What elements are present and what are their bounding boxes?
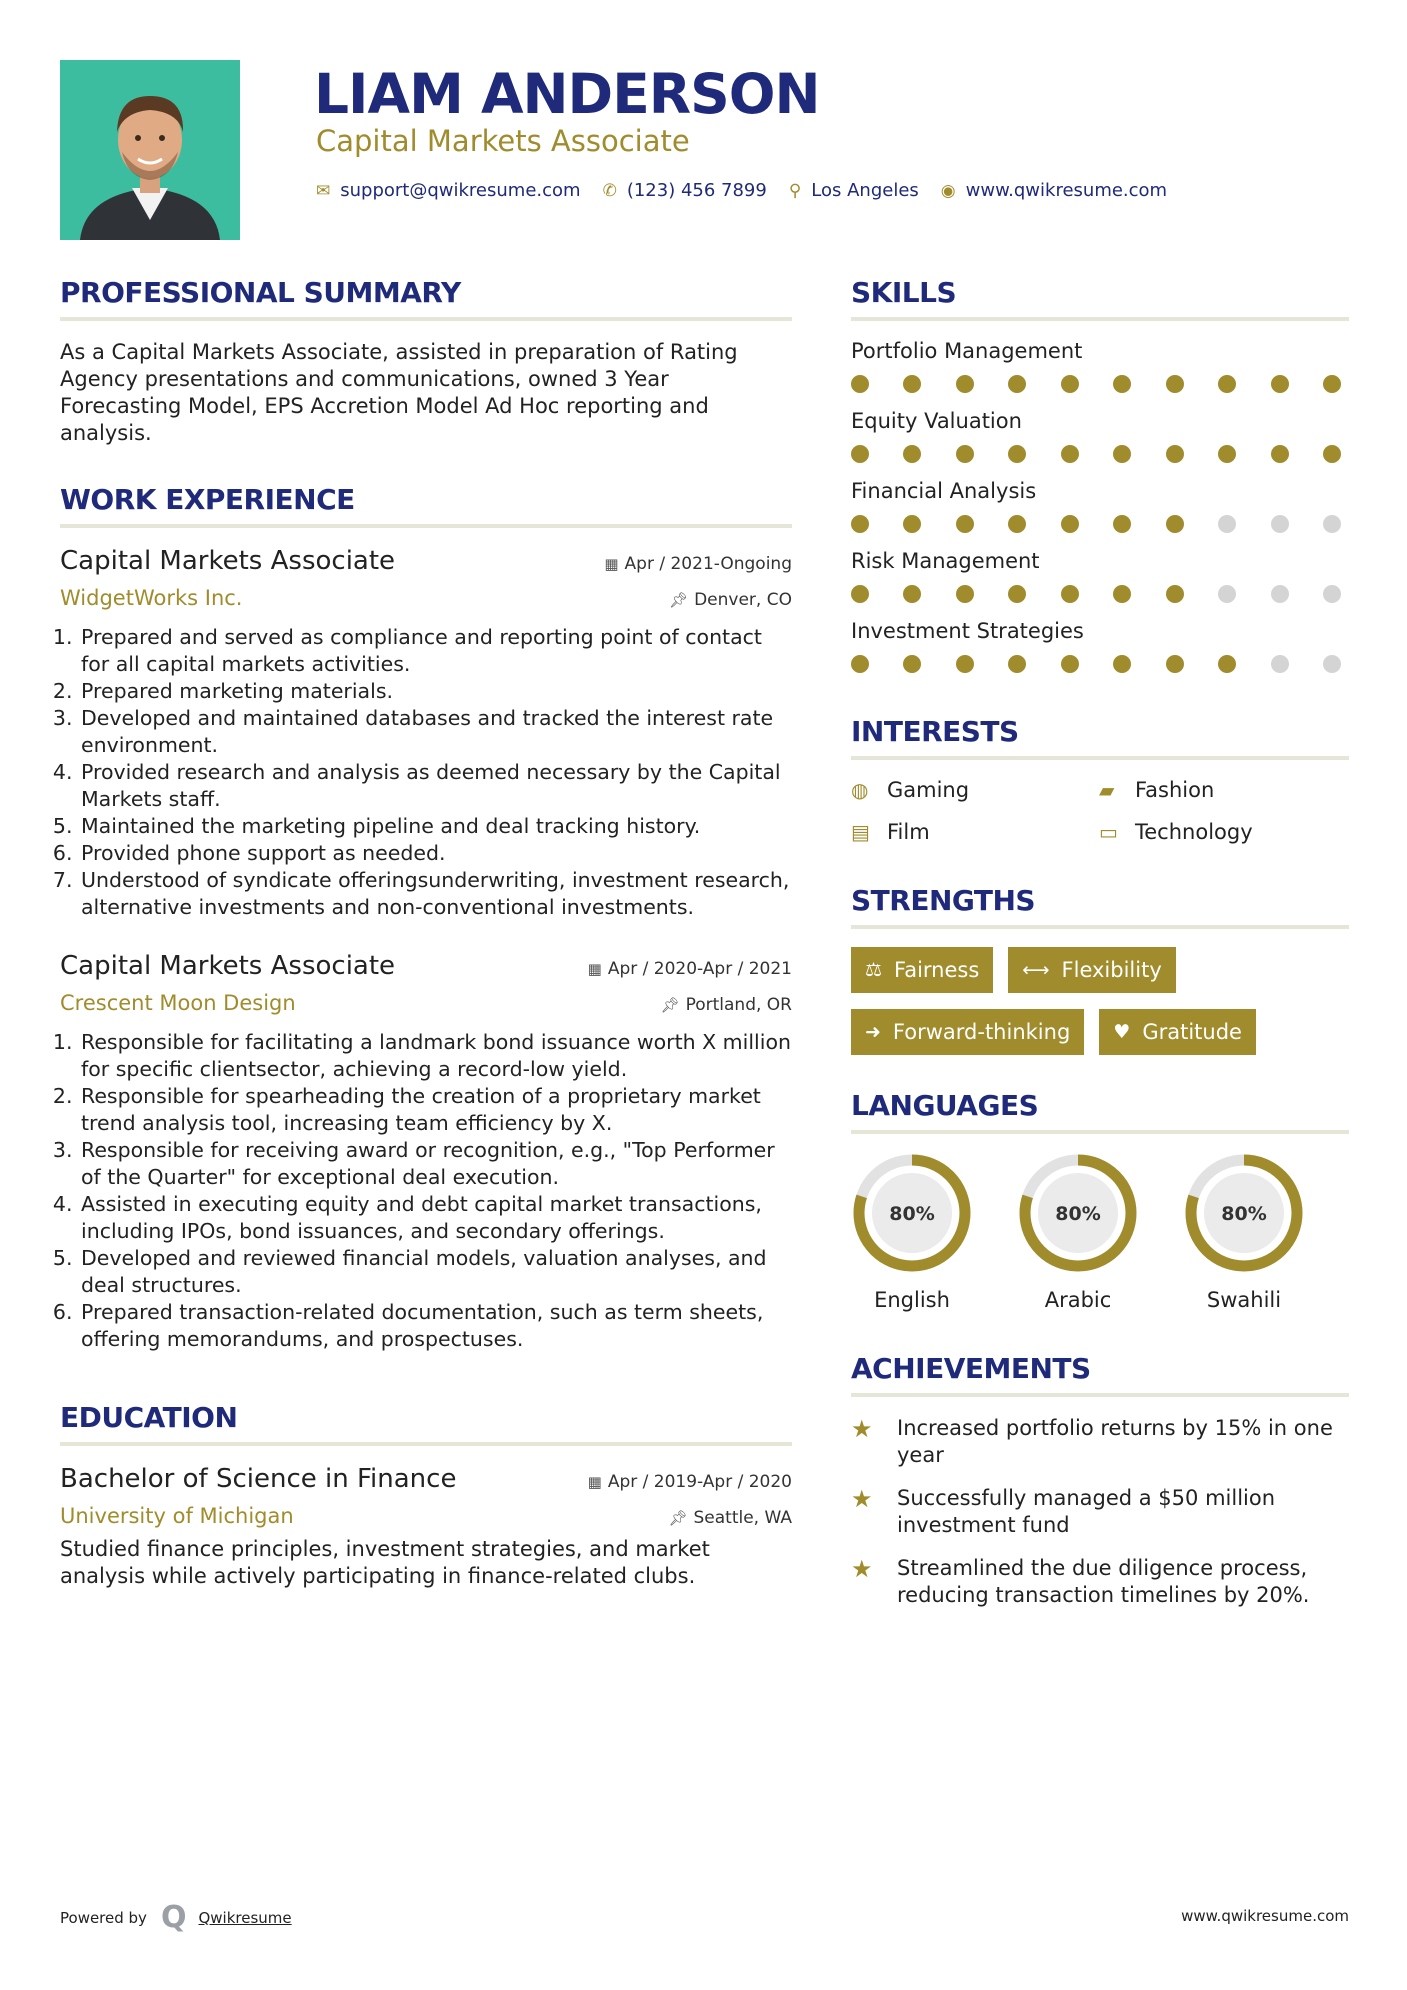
language-ring (1183, 1152, 1305, 1274)
skill-rating (851, 655, 1341, 673)
achievement-item (851, 1485, 1349, 1539)
duty-item: 1. Prepared and served as compliance and reporting point of contact for all capital markets activities. (79, 624, 792, 678)
qwikresume-logo-icon: Q (160, 1900, 187, 1935)
strengths-list (851, 947, 1349, 1055)
phone-text: (123) 456 7899 (626, 180, 767, 201)
achievement-text: Streamlined the due diligence process, reducing transaction timelines by 20%. (897, 1556, 1310, 1607)
skill-dot-filled (1166, 375, 1184, 393)
skill-dot-empty (1323, 585, 1341, 603)
interests-heading: INTERESTS (851, 715, 1349, 760)
skill-dot-empty (1271, 655, 1289, 673)
job-title: Capital Markets Associate (60, 546, 396, 576)
job-location: Portland, OR (685, 995, 792, 1015)
skill-dot-filled (903, 445, 921, 463)
duty-list (60, 1029, 792, 1353)
right-column (851, 276, 1349, 1625)
skill-dot-filled (1008, 445, 1026, 463)
job-entry (60, 951, 792, 1353)
language-name: Arabic (1044, 1288, 1112, 1312)
skill-dot-filled (1008, 515, 1026, 533)
strength-label: Flexibility (1061, 958, 1162, 982)
skill-dot-filled (1271, 375, 1289, 393)
degree-title: Bachelor of Science in Finance (60, 1464, 457, 1494)
profile-photo (60, 60, 240, 240)
company-name: Crescent Moon Design (60, 991, 296, 1015)
summary-heading: PROFESSIONAL SUMMARY (60, 276, 792, 321)
interest-label: Fashion (1135, 778, 1215, 802)
duty-item: 3. Responsible for receiving award or recognition, e.g., "Top Performer of the Quarter" for exceptional deal execution. (79, 1137, 792, 1191)
skill-dot-filled (956, 445, 974, 463)
skill-name: Risk Management (851, 549, 1040, 573)
star-icon: ★ (851, 1485, 873, 1513)
language-percent: 80% (1221, 1203, 1267, 1225)
interests-list (851, 778, 1349, 844)
location-text: Los Angeles (811, 180, 919, 201)
map-pin-icon: ⚲ (788, 180, 802, 201)
skill-item (851, 339, 1349, 393)
skill-dot-filled (1166, 515, 1184, 533)
skill-dot-filled (1061, 515, 1079, 533)
skill-dot-empty (1271, 585, 1289, 603)
education-description: Studied finance principles, investment strategies, and market analysis while actively participating in finance-related clubs. (60, 1537, 710, 1588)
interest-item (851, 778, 1099, 802)
heart-icon: ♥ (1113, 1021, 1131, 1043)
skill-dot-filled (1323, 445, 1341, 463)
skills-list (851, 339, 1349, 673)
pushpin-icon: 📌︎ (660, 996, 680, 1014)
skill-dot-filled (1008, 655, 1026, 673)
candidate-name: LIAM ANDERSON (314, 62, 820, 126)
strength-chip (1099, 1009, 1256, 1055)
skill-dot-empty (1323, 515, 1341, 533)
achievements-list (851, 1415, 1349, 1609)
interest-item (851, 820, 1099, 844)
job-date: Apr / 2020-Apr / 2021 (607, 959, 792, 979)
work-heading: WORK EXPERIENCE (60, 483, 792, 528)
pushpin-icon: 📌︎ (669, 591, 689, 609)
skill-dot-filled (1008, 375, 1026, 393)
education-location: Seattle, WA (693, 1508, 792, 1528)
languages-heading: LANGUAGES (851, 1089, 1349, 1134)
scale-icon: ⚖ (865, 959, 883, 981)
shopping-bag-icon: ▰ (1099, 778, 1115, 802)
duty-item: 1. Responsible for facilitating a landmark bond issuance worth X million for specific clientsector, achieving a record-low yield. (79, 1029, 792, 1083)
skill-dot-empty (1271, 515, 1289, 533)
strength-label: Fairness (894, 958, 980, 982)
phone-icon: ✆ (602, 180, 617, 201)
skill-dot-filled (1218, 445, 1236, 463)
skill-dot-filled (1166, 655, 1184, 673)
skill-dot-filled (1113, 445, 1131, 463)
skill-dot-empty (1218, 515, 1236, 533)
arrows-horizontal-icon: ⟷ (1022, 959, 1050, 981)
skill-dot-filled (1008, 585, 1026, 603)
skill-item (851, 409, 1349, 463)
language-ring (1017, 1152, 1139, 1274)
skill-dot-filled (1323, 375, 1341, 393)
left-column (60, 276, 792, 1620)
education-heading: EDUCATION (60, 1401, 792, 1446)
skill-dot-filled (1113, 655, 1131, 673)
skill-name: Equity Valuation (851, 409, 1022, 433)
envelope-icon: ✉ (316, 180, 331, 201)
strength-label: Gratitude (1142, 1020, 1242, 1044)
skill-dot-filled (903, 655, 921, 673)
language-name: English (874, 1288, 950, 1312)
calendar-icon: ▦ (587, 1473, 602, 1491)
duty-item: 5. Developed and reviewed financial models, valuation analyses, and deal structures. (79, 1245, 792, 1299)
strength-label: Forward-thinking (892, 1020, 1071, 1044)
skill-dot-filled (903, 515, 921, 533)
powered-by-label: Powered by (60, 1908, 147, 1927)
duty-item: 7. Understood of syndicate offeringsunderwriting, investment research, alternative investments and non-conventional investments. (79, 867, 792, 921)
skill-rating (851, 445, 1341, 463)
skill-name: Investment Strategies (851, 619, 1084, 643)
language-percent: 80% (1055, 1203, 1101, 1225)
duty-item: 6. Provided phone support as needed. (79, 840, 792, 867)
skill-dot-filled (1271, 445, 1289, 463)
duty-list (60, 624, 792, 921)
arrow-right-icon: ➜ (865, 1021, 881, 1043)
star-icon: ★ (851, 1555, 873, 1583)
skill-rating (851, 515, 1341, 533)
candidate-role: Capital Markets Associate (316, 124, 690, 158)
job-location: Denver, CO (694, 590, 792, 610)
interest-item (1099, 820, 1349, 844)
language-item (851, 1152, 973, 1312)
skill-item (851, 549, 1349, 603)
skill-dot-filled (1061, 445, 1079, 463)
calendar-icon: ▦ (604, 555, 619, 573)
skill-dot-filled (1061, 375, 1079, 393)
skill-dot-filled (1113, 585, 1131, 603)
skill-dot-filled (1113, 375, 1131, 393)
skill-dot-filled (851, 515, 869, 533)
duty-item: 3. Developed and maintained databases and tracked the interest rate environment. (79, 705, 792, 759)
skills-heading: SKILLS (851, 276, 1349, 321)
language-name: Swahili (1206, 1288, 1282, 1312)
gamepad-icon: ◍ (851, 778, 869, 802)
skill-item (851, 619, 1349, 673)
footer-powered-by (60, 1900, 292, 1935)
star-icon: ★ (851, 1415, 873, 1443)
language-item (1017, 1152, 1139, 1312)
languages-list (851, 1152, 1349, 1312)
skill-dot-filled (903, 375, 921, 393)
language-percent: 80% (889, 1203, 935, 1225)
job-entry (60, 546, 792, 921)
calendar-icon: ▦ (587, 960, 602, 978)
skill-dot-filled (1166, 585, 1184, 603)
achievement-item (851, 1415, 1349, 1469)
laptop-icon: ▭ (1099, 820, 1118, 844)
globe-icon: ◉ (940, 180, 956, 201)
skill-dot-filled (1218, 655, 1236, 673)
contact-bar (316, 180, 1189, 201)
pushpin-icon: 📌︎ (668, 1509, 688, 1527)
interest-item (1099, 778, 1349, 802)
skill-name: Portfolio Management (851, 339, 1083, 363)
duty-item: 2. Prepared marketing materials. (79, 678, 792, 705)
duty-item: 5. Maintained the marketing pipeline and deal tracking history. (79, 813, 792, 840)
strengths-heading: STRENGTHS (851, 884, 1349, 929)
skill-dot-filled (903, 585, 921, 603)
skill-dot-filled (851, 445, 869, 463)
website-link[interactable]: www.qwikresume.com (965, 180, 1168, 201)
duty-item: 2. Responsible for spearheading the creation of a proprietary market trend analysis tool, increasing team efficiency by X. (79, 1083, 792, 1137)
skill-dot-empty (1218, 585, 1236, 603)
strength-chip (851, 1009, 1084, 1055)
skill-dot-filled (1061, 655, 1079, 673)
strength-chip (851, 947, 993, 993)
skill-dot-filled (1113, 515, 1131, 533)
skill-dot-filled (956, 655, 974, 673)
skill-rating (851, 375, 1341, 393)
skill-dot-filled (956, 585, 974, 603)
strength-chip (1008, 947, 1175, 993)
qwikresume-link[interactable]: Qwikresume (198, 1908, 292, 1927)
skill-dot-filled (851, 655, 869, 673)
education-entry (60, 1464, 792, 1590)
duty-item: 4. Assisted in executing equity and debt capital market transactions, including IPOs, bond issuances, and secondary offerings. (79, 1191, 792, 1245)
footer-url[interactable]: www.qwikresume.com (1181, 1907, 1349, 1925)
achievement-text: Successfully managed a $50 million investment fund (897, 1486, 1276, 1537)
film-icon: ▤ (851, 820, 870, 844)
interest-label: Gaming (887, 778, 970, 802)
skill-dot-filled (851, 585, 869, 603)
interest-label: Technology (1135, 820, 1253, 844)
skill-item (851, 479, 1349, 533)
duty-item: 6. Prepared transaction-related documentation, such as term sheets, offering memorandums, and prospectuses. (79, 1299, 792, 1353)
skill-rating (851, 585, 1341, 603)
education-date: Apr / 2019-Apr / 2020 (607, 1472, 792, 1492)
duty-item: 4. Provided research and analysis as deemed necessary by the Capital Markets staff. (79, 759, 792, 813)
skill-name: Financial Analysis (851, 479, 1037, 503)
summary-text: As a Capital Markets Associate, assisted in preparation of Rating Agency presentations and communications, owned 3 Year Forecasting Model, EPS Accretion Model Ad Hoc reporting and analysis. (60, 340, 738, 445)
achievement-item (851, 1555, 1349, 1609)
skill-dot-filled (1166, 445, 1184, 463)
achievements-heading: ACHIEVEMENTS (851, 1352, 1349, 1397)
skill-dot-filled (851, 375, 869, 393)
job-date: Apr / 2021-Ongoing (624, 554, 792, 574)
school-name: University of Michigan (60, 1504, 294, 1528)
language-ring (851, 1152, 973, 1274)
skill-dot-empty (1323, 655, 1341, 673)
skill-dot-filled (956, 515, 974, 533)
company-name: WidgetWorks Inc. (60, 586, 243, 610)
skill-dot-filled (1061, 585, 1079, 603)
skill-dot-filled (956, 375, 974, 393)
achievement-text: Increased portfolio returns by 15% in one year (897, 1416, 1333, 1467)
job-title: Capital Markets Associate (60, 951, 396, 981)
interest-label: Film (887, 820, 930, 844)
language-item (1183, 1152, 1305, 1312)
email-link[interactable]: support@qwikresume.com (340, 180, 581, 201)
skill-dot-filled (1218, 375, 1236, 393)
